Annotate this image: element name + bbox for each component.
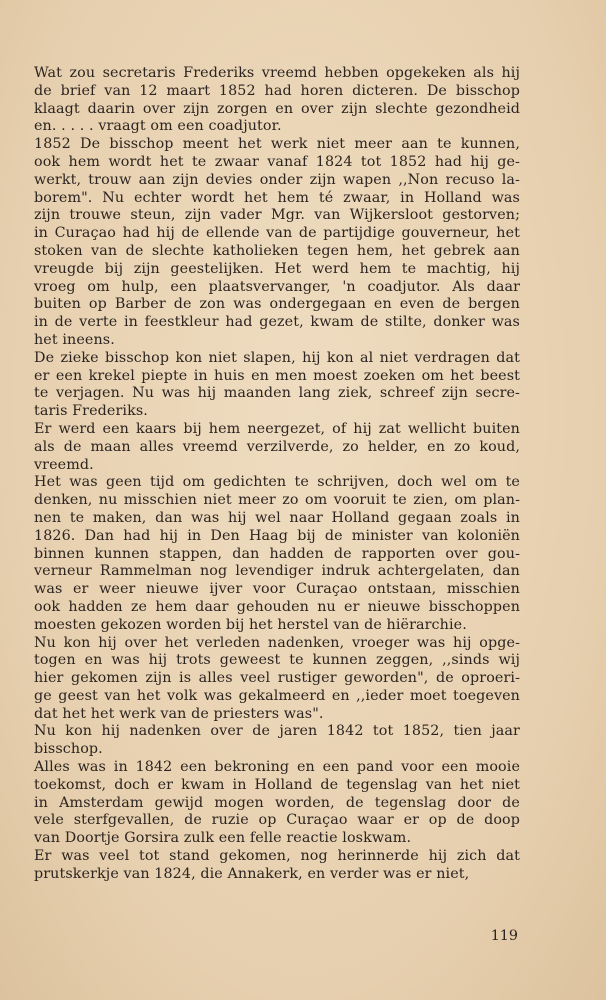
text-line: het ineens.	[34, 331, 115, 348]
text-line: vreemd.	[34, 456, 94, 473]
paragraph	[34, 65, 520, 136]
text-line: dat het het werk van de priesters was".	[34, 705, 324, 722]
text-line: en. . . . . vraagt om een coadjutor.	[34, 118, 282, 135]
text-line: Nu kon hij over het verleden nadenken, vroeger was hij opge-	[34, 634, 520, 651]
text-line: hier gekomen zijn is alles veel rustiger geworden", de oproeri-	[34, 670, 520, 687]
paragraph	[34, 635, 520, 724]
text-line: buiten op Barber de zon was ondergegaan en even de bergen	[34, 296, 520, 313]
text-line: De zieke bisschop kon niet slapen, hij kon al niet verdragen dat	[34, 349, 520, 366]
text-line: Alles was in 1842 een bekroning en een pand voor een mooie	[34, 759, 520, 776]
text-line: vele sterfgevallen, de ruzie op Curaçao waar er op de doop	[34, 812, 520, 829]
text-line: in Amsterdam gewijd mogen worden, de tegenslag door de	[34, 794, 520, 811]
text-line: moesten gekozen worden bij het herstel van de hiërarchie.	[34, 616, 467, 633]
text-line: toekomst, doch er kwam in Holland de tegenslag van het niet	[34, 776, 520, 793]
page-number: 119	[490, 928, 518, 944]
text-line: in de verte in feestkleur had gezet, kwam de stilte, donker was	[34, 314, 520, 331]
text-line: binnen kunnen stappen, dan hadden de rapporten over gou-	[34, 545, 520, 562]
text-line: bisschop.	[34, 741, 103, 758]
text-line: Er was veel tot stand gekomen, nog herinnerde hij zich dat	[34, 848, 520, 865]
text-line: ge geest van het volk was gekalmeerd en ,,ieder moet toegeven	[34, 687, 520, 704]
paragraph	[34, 848, 520, 884]
text-line: Nu kon hij nadenken over de jaren 1842 tot 1852, tien jaar	[34, 723, 520, 740]
paragraph	[34, 474, 520, 634]
text-line: als de maan alles vreemd verzilverde, zo helder, en zo koud,	[34, 438, 520, 455]
text-line: er een krekel piepte in huis en men moest zoeken om het beest	[34, 367, 520, 384]
text-line: taris Frederiks.	[34, 403, 148, 420]
text-line: in Curaçao had hij de ellende van de partijdige gouverneur, het	[34, 225, 520, 242]
text-line: zijn trouwe steun, zijn vader Mgr. van Wijkersloot gestorven;	[34, 207, 520, 224]
text-line: ook hem wordt het te zwaar vanaf 1824 tot 1852 had hij ge-	[34, 153, 520, 170]
text-line: stoken van de slechte katholieken tegen hem, het gebrek aan	[34, 242, 520, 259]
text-line: vreugde bij zijn geestelijken. Het werd hem te machtig, hij	[34, 260, 520, 277]
paragraph	[34, 723, 520, 759]
text-line: was er weer nieuwe ijver voor Curaçao ontstaan, misschien	[34, 581, 520, 598]
text-line: togen en was hij trots geweest te kunnen zeggen, ,,sinds wij	[34, 652, 520, 669]
text-line: borem". Nu echter wordt het hem té zwaar, in Holland was	[34, 189, 520, 206]
body-text	[34, 65, 520, 884]
text-line: Er werd een kaars bij hem neergezet, of hij zat wellicht buiten	[34, 420, 520, 437]
text-line: de brief van 12 maart 1852 had horen dicteren. De bisschop	[34, 82, 520, 99]
paragraph	[34, 350, 520, 421]
text-line: prutskerkje van 1824, die Annakerk, en verder was er niet,	[34, 865, 470, 882]
text-line: Wat zou secretaris Frederiks vreemd hebben opgekeken als hij	[34, 65, 520, 81]
text-line: van Doortje Gorsira zulk een felle reactie loskwam.	[34, 830, 412, 847]
text-line: nen te maken, dan was hij wel naar Holland gegaan zoals in	[34, 509, 520, 526]
text-line: verneur Rammelman nog levendiger indruk achtergelaten, dan	[34, 563, 520, 580]
text-line: vroeg om hulp, een plaatsvervanger, 'n coadjutor. Als daar	[34, 278, 520, 295]
text-line: klaagt daarin over zijn zorgen en over zijn slechte gezondheid	[34, 100, 520, 117]
text-line: te verjagen. Nu was hij maanden lang ziek, schreef zijn secre-	[34, 385, 520, 402]
text-line: werkt, trouw aan zijn devies onder zijn wapen ,,Non recuso la-	[34, 171, 520, 188]
text-line: Het was geen tijd om gedichten te schrijven, doch wel om te	[34, 474, 520, 491]
text-line: 1826. Dan had hij in Den Haag bij de minister van koloniën	[34, 527, 520, 544]
paragraph	[34, 136, 520, 350]
text-line: denken, nu misschien niet meer zo om vooruit te zien, om plan-	[34, 492, 520, 509]
paragraph	[34, 759, 520, 848]
text-line: 1852 De bisschop meent het werk niet meer aan te kunnen,	[34, 136, 520, 153]
text-line: ook hadden ze hem daar gehouden nu er nieuwe bisschoppen	[34, 598, 520, 615]
paragraph	[34, 421, 520, 474]
